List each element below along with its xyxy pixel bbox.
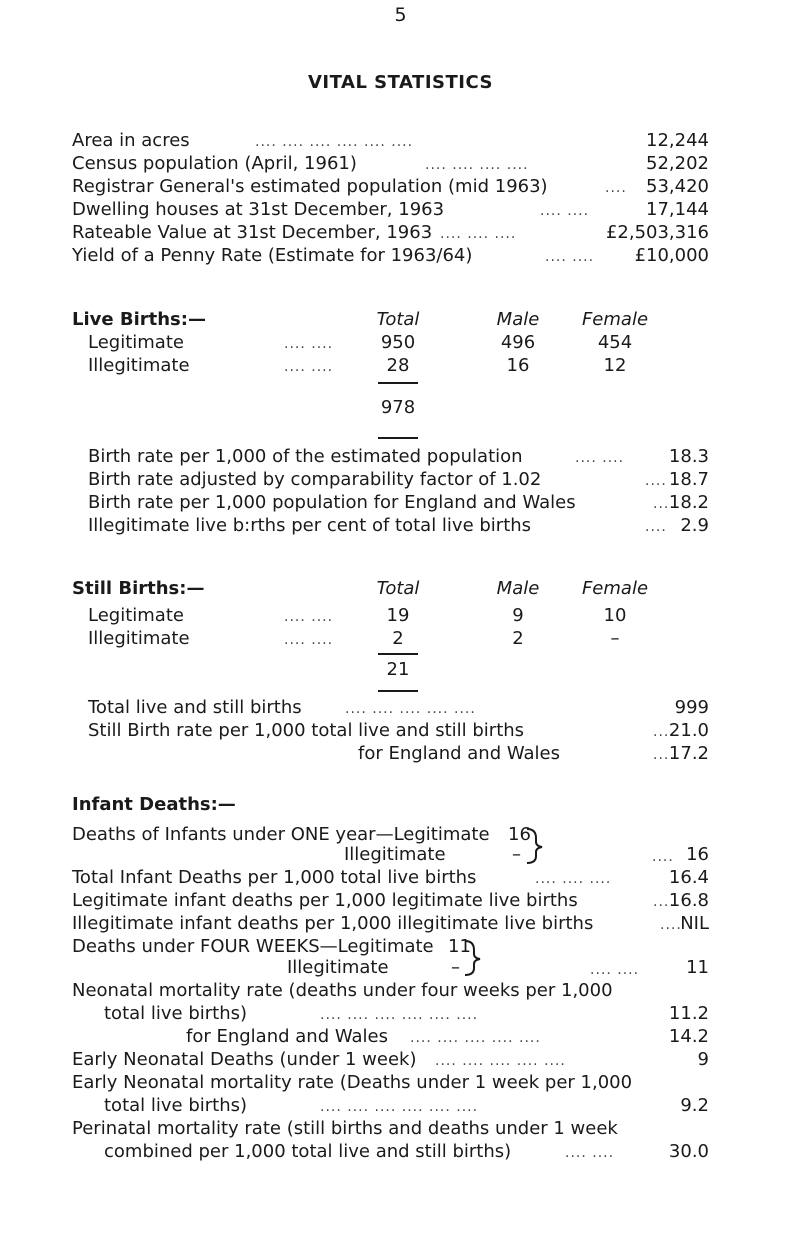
leader-dots: .... .... .... ....: [425, 157, 529, 173]
leader-dots: .... ....: [284, 632, 334, 648]
row-label: Legitimate: [88, 332, 184, 353]
leader-dots: .... ....: [540, 203, 590, 219]
row-label: Deaths under FOUR WEEKS—Legitimate: [72, 936, 434, 957]
rate-label: total live births): [104, 1003, 248, 1024]
rate-label: for England and Wales: [358, 743, 560, 764]
rate-value: NIL: [680, 913, 709, 934]
rate-value: 18.7: [668, 469, 709, 490]
col-header-male: Male: [496, 309, 540, 330]
leader-dots: ....: [645, 473, 667, 489]
stat-label: Yield of a Penny Rate (Estimate for 1963/64): [72, 245, 473, 266]
stat-label: Registrar General's estimated population (mid 1963): [72, 176, 548, 197]
leader-dots: ....: [653, 747, 675, 763]
leader-dots: .... ....: [284, 359, 334, 375]
rate-value: 21.0: [668, 720, 709, 741]
leader-dots: .... .... ....: [440, 226, 517, 242]
stat-value: 52,202: [646, 153, 709, 174]
leader-dots: ....: [652, 849, 674, 865]
sum-rule: [378, 382, 418, 384]
rate-value: 30.0: [668, 1141, 709, 1162]
cell-total: 19: [386, 605, 410, 626]
rate-label: Illegitimate infant deaths per 1,000 illegitimate live births: [72, 913, 594, 934]
rate-value: 17.2: [668, 743, 709, 764]
brace-icon: [524, 826, 544, 866]
row-label: Deaths of Infants under ONE year—Legitimate: [72, 824, 490, 845]
cell-illegitimate: –: [512, 844, 521, 865]
leader-dots: .... ....: [590, 962, 640, 978]
page-number: 5: [394, 4, 407, 26]
cell-legitimate: 11: [448, 936, 471, 957]
cell-male: 16: [506, 355, 530, 376]
leader-dots: ....: [653, 496, 675, 512]
rate-label: Birth rate per 1,000 of the estimated population: [88, 446, 523, 467]
col-header-female: Female: [581, 309, 649, 330]
cell-male: 496: [500, 332, 536, 353]
leader-dots: ....: [653, 724, 675, 740]
rate-value: 18.2: [668, 492, 709, 513]
leader-dots: .... .... ....: [535, 871, 612, 887]
rate-value: 9.2: [680, 1095, 709, 1116]
total-value: 999: [674, 697, 709, 718]
stat-value: 12,244: [646, 130, 709, 151]
stat-value: £10,000: [634, 245, 709, 266]
rate-value: 11.2: [668, 1003, 709, 1024]
leader-dots: .... ....: [284, 336, 334, 352]
leader-dots: ....: [660, 917, 682, 933]
leader-dots: .... ....: [545, 249, 595, 265]
rate-label: Early Neonatal Deaths (under 1 week): [72, 1049, 417, 1070]
rate-label: Still Birth rate per 1,000 total live and still births: [88, 720, 525, 741]
row-label: Illegitimate: [88, 355, 190, 376]
rate-label: total live births): [104, 1095, 248, 1116]
cell-total: 950: [380, 332, 416, 353]
rate-label: Total Infant Deaths per 1,000 total live births: [72, 867, 477, 888]
col-header-male: Male: [496, 578, 540, 599]
leader-dots: .... ....: [575, 450, 625, 466]
rate-label: Illegitimate live b:rths per cent of total live births: [88, 515, 532, 536]
rate-label: Neonatal mortality rate (deaths under four weeks per 1,000: [72, 980, 613, 1001]
page-title: VITAL STATISTICS: [308, 72, 493, 93]
stat-label: Rateable Value at 31st December, 1963: [72, 222, 433, 243]
rate-label: combined per 1,000 total live and still births): [104, 1141, 512, 1162]
sum-rule: [378, 653, 418, 655]
rate-label: for England and Wales: [186, 1026, 388, 1047]
cell-legitimate: 16: [508, 824, 531, 845]
sum-rule: [378, 690, 418, 692]
leader-dots: .... .... .... .... .... ....: [320, 1007, 479, 1023]
live-births-total: 978: [380, 397, 416, 418]
rate-value: 18.3: [668, 446, 709, 467]
stat-label: Dwelling houses at 31st December, 1963: [72, 199, 445, 220]
stat-value: 53,420: [646, 176, 709, 197]
rate-value: 9: [697, 1049, 709, 1070]
leader-dots: .... ....: [284, 609, 334, 625]
cell-female: 12: [603, 355, 627, 376]
leader-dots: .... .... .... .... ....: [435, 1053, 566, 1069]
stat-value: £2,503,316: [605, 222, 709, 243]
still-births-total: 21: [386, 659, 410, 680]
leader-dots: .... .... .... .... ....: [345, 701, 476, 717]
leader-dots: ....: [645, 519, 667, 535]
section-heading: Infant Deaths:—: [72, 794, 236, 815]
rate-label: Birth rate per 1,000 population for England and Wales: [88, 492, 576, 513]
rate-label: Perinatal mortality rate (still births and deaths under 1 week: [72, 1118, 618, 1139]
cell-female: 10: [603, 605, 627, 626]
cell-male: 9: [512, 605, 524, 626]
section-heading: Live Births:—: [72, 309, 206, 330]
rate-label: Birth rate adjusted by comparability factor of 1.02: [88, 469, 542, 490]
rate-value: 14.2: [668, 1026, 709, 1047]
row-label: Legitimate: [88, 605, 184, 626]
col-header-female: Female: [581, 578, 649, 599]
row-label: Illegitimate: [287, 957, 389, 978]
leader-dots: .... .... .... .... .... ....: [255, 134, 414, 150]
row-value: 16: [686, 844, 709, 865]
col-header-total: Total: [376, 578, 420, 599]
cell-female: 454: [597, 332, 633, 353]
col-header-total: Total: [376, 309, 420, 330]
stat-label: Area in acres: [72, 130, 190, 151]
leader-dots: .... .... .... .... .... ....: [320, 1099, 479, 1115]
cell-male: 2: [512, 628, 524, 649]
stat-label: Census population (April, 1961): [72, 153, 357, 174]
row-label: Illegitimate: [344, 844, 446, 865]
leader-dots: .... ....: [565, 1145, 615, 1161]
rate-value: 16.8: [668, 890, 709, 911]
leader-dots: ....: [653, 894, 675, 910]
cell-total: 28: [386, 355, 410, 376]
leader-dots: ....: [605, 180, 627, 196]
section-heading: Still Births:—: [72, 578, 205, 599]
brace-icon: [462, 938, 482, 978]
total-label: Total live and still births: [88, 697, 302, 718]
cell-female: –: [610, 628, 620, 649]
rate-label: Early Neonatal mortality rate (Deaths under 1 week per 1,000: [72, 1072, 633, 1093]
cell-total: 2: [392, 628, 404, 649]
leader-dots: .... .... .... .... ....: [410, 1030, 541, 1046]
cell-illegitimate: –: [451, 957, 460, 978]
rate-value: 16.4: [668, 867, 709, 888]
stat-value: 17,144: [646, 199, 709, 220]
rate-value: 2.9: [680, 515, 709, 536]
rate-label: Legitimate infant deaths per 1,000 legitimate live births: [72, 890, 578, 911]
sum-rule: [378, 437, 418, 439]
row-value: 11: [686, 957, 709, 978]
row-label: Illegitimate: [88, 628, 190, 649]
